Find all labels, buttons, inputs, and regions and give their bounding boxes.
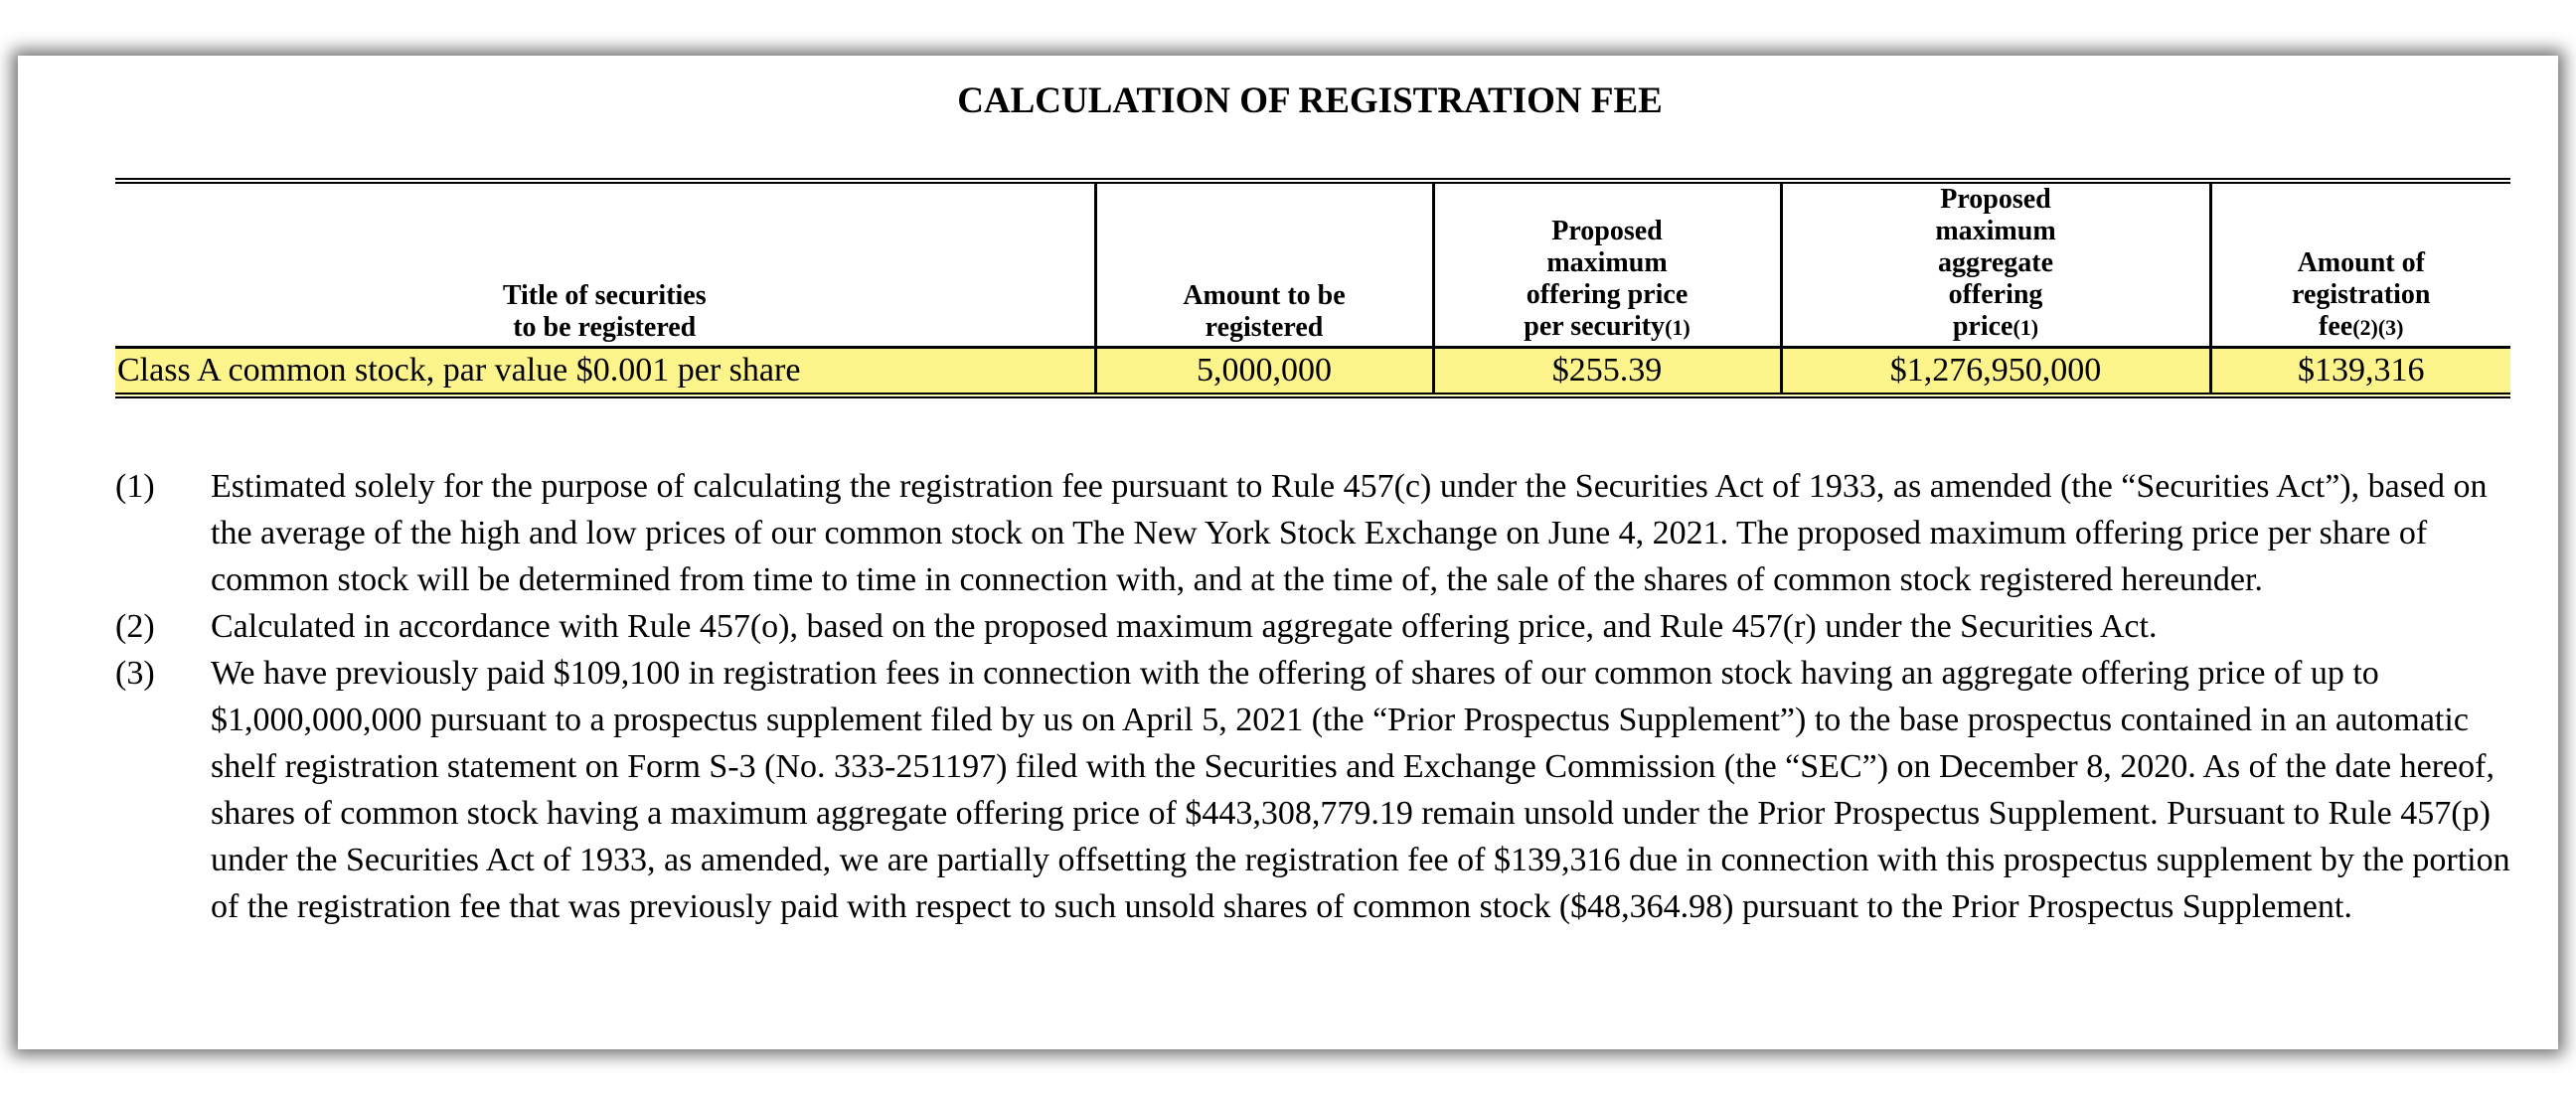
header-footnote-ref: (2)(3)	[2352, 315, 2404, 340]
footnote-1	[115, 463, 2510, 603]
header-title-of-securities: Title of securities to be registered	[115, 181, 1095, 348]
registration-fee-table	[115, 178, 2510, 398]
table-row	[115, 348, 2510, 396]
cell-aggregate-price: $1,276,950,000	[1781, 348, 2210, 396]
document-title: CALCULATION OF REGISTRATION FEE	[957, 80, 1663, 121]
header-offering-price-per-security: Proposed maximum offering price per security(1)	[1433, 181, 1781, 348]
footnote-marker: (3)	[115, 655, 155, 692]
header-footnote-ref: (1)	[1665, 315, 1690, 340]
footnote-text: Estimated solely for the purpose of calculating the registration fee pursuant to Rule 457(c) under the Securities Act of 1933, as amended (the “Securities Act”), based on the average of the high and low prices of our common stock on The New York Stock Exchange on June 4, 2021. The proposed maximum offering price per share of common stock will be determined from time to time in connection with, and at the time of, the sale of the shares of common stock registered hereunder.	[211, 468, 2488, 598]
cell-security-title: Class A common stock, par value $0.001 per share	[115, 348, 1095, 396]
cell-registration-fee: $139,316	[2210, 348, 2510, 396]
table-header-row	[115, 181, 2510, 348]
footnote-text: We have previously paid $109,100 in registration fees in connection with the offering of shares of our common stock having an aggregate offering price of up to $1,000,000,000 pursuant to a prospectus supplement filed by us on April 5, 2021 (the “Prior Prospectus Supplement”) to the base prospectus contained in an automatic shelf registration statement on Form S-3 (No. 333-251197) filed with the Securities and Exchange Commission (the “SEC”) on December 8, 2020. As of the date hereof, shares of common stock having a maximum aggregate offering price of $443,308,779.19 remain unsold under the Prior Prospectus Supplement. Pursuant to Rule 457(p) under the Securities Act of 1933, as amended, we are partially offsetting the registration fee of $139,316 due in connection with this prospectus supplement by the portion of the registration fee that was previously paid with respect to such unsold shares of common stock ($48,364.98) pursuant to the Prior Prospectus Supplement.	[211, 655, 2510, 925]
cell-amount: 5,000,000	[1095, 348, 1433, 396]
footnote-2	[115, 603, 2510, 650]
header-aggregate-offering-price: Proposed maximum aggregate offering price(1)	[1781, 181, 2210, 348]
header-footnote-ref: (1)	[2012, 315, 2039, 340]
footnote-marker: (2)	[115, 608, 155, 645]
header-registration-fee: Amount of registration fee(2)(3)	[2210, 181, 2510, 348]
cell-price-per-security: $255.39	[1433, 348, 1781, 396]
footnote-text: Calculated in accordance with Rule 457(o), based on the proposed maximum aggregate offering price, and Rule 457(r) under the Securities Act.	[211, 608, 2158, 645]
footnote-3	[115, 650, 2510, 930]
footnotes-list	[115, 463, 2510, 930]
footnote-marker: (1)	[115, 468, 155, 505]
header-amount-to-be-registered: Amount to be registered	[1095, 181, 1433, 348]
